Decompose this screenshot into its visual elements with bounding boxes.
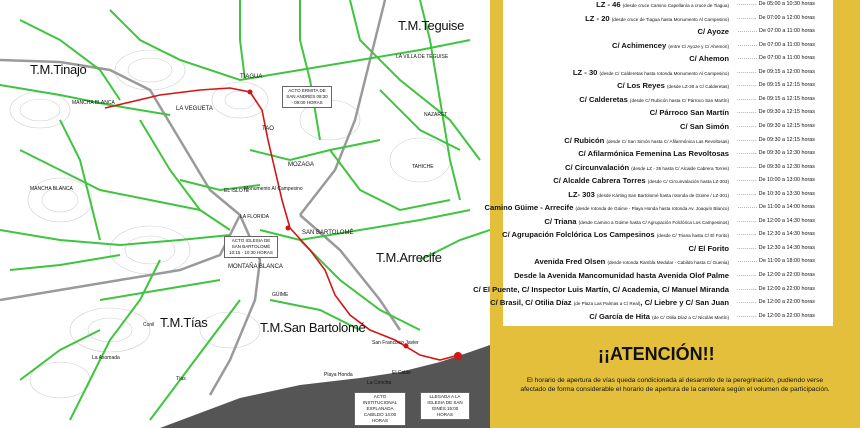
- street-note: (de Plaza Las Palmas a C/ Real): [573, 301, 641, 307]
- street-name: [568, 190, 729, 199]
- leader-dots: ..........: [737, 177, 758, 184]
- label-guime: GÜIME: [272, 292, 289, 298]
- time-range: De 05:00 a 10:30 horas: [758, 1, 815, 7]
- time-range: De 07:00 a 12:00 horas: [758, 14, 815, 21]
- street-label: C/ Afilarmónica Femenina Las Revoltosas: [578, 149, 729, 159]
- time-range: De 12:00 a 22:00 horas: [758, 285, 815, 292]
- street-note: (desde rotonda de Güime - Playa Honda hasta rotonda Av. Joaquín Blanco): [575, 206, 729, 212]
- schedule-row: [507, 149, 829, 161]
- label-monumento-campesino: Monumento Al Campesino: [244, 186, 303, 192]
- schedule-row: [507, 312, 829, 324]
- label-mozaga: MOZAGA: [288, 162, 315, 168]
- street-label: C/ El Forito: [688, 243, 729, 253]
- schedule-row: [507, 163, 829, 175]
- street-label: LZ - 46: [596, 0, 621, 9]
- street-name: [514, 271, 729, 280]
- label-mancha-blanca-road: MANCHA BLANCA: [30, 186, 73, 192]
- label-tm-arrecife: T.M.Arrecife: [376, 250, 442, 265]
- label-la-vegueta: LA VEGUETA: [176, 106, 213, 112]
- closure-time: [737, 231, 815, 237]
- time-range: De 09:30 a 12:15 horas: [758, 122, 815, 129]
- street-name: [589, 312, 729, 321]
- street-name: [689, 54, 729, 63]
- street-name: [502, 230, 729, 239]
- street-label: C/ Ahemon: [689, 54, 729, 64]
- street-label: Avenida Fred Olsen: [534, 257, 606, 267]
- label-la-concha: La Concha: [367, 380, 392, 386]
- closure-time: [737, 69, 815, 75]
- schedule-row: [507, 14, 829, 26]
- street-name: [473, 285, 729, 294]
- schedule-row: [507, 190, 829, 202]
- label-tias-town: Tías: [176, 376, 186, 382]
- street-note: (desde rotonda Rambla Medular - Cabildo hasta C/ Guenia): [607, 260, 729, 266]
- time-range: De 09:15 a 12:15 horas: [758, 82, 815, 89]
- time-range: De 09:15 a 12:00 horas: [758, 68, 815, 75]
- label-tao: TAO: [262, 126, 274, 132]
- street-note: (desde Kárting San Bartolomé hasta rotonda de Güime / LZ-301): [596, 192, 729, 198]
- street-name: [617, 81, 729, 90]
- leader-dots: ..........: [737, 55, 758, 62]
- time-range: De 07:00 a 11:00 horas: [759, 55, 815, 62]
- closure-time: [738, 55, 815, 61]
- schedule-row: [507, 244, 829, 256]
- leader-dots: ..........: [737, 299, 758, 306]
- street-name: [565, 163, 729, 172]
- leader-dots: ..........: [737, 68, 758, 75]
- time-range: De 12:00 a 22:00 horas: [758, 312, 815, 319]
- street-label: Desde la Avenida Mancomunidad hasta Avenida Olof Palme: [514, 271, 729, 280]
- street-name: [534, 257, 729, 266]
- leader-dots: ..........: [737, 231, 758, 238]
- street-name: [612, 41, 729, 50]
- schedule-row: [507, 271, 829, 283]
- schedule-row: [484, 203, 829, 215]
- label-tahiche: TAHICHE: [412, 164, 434, 170]
- closure-time: [737, 15, 815, 21]
- time-range: De 09:30 a 12:30 horas: [758, 150, 815, 157]
- closure-time: [737, 164, 815, 170]
- closure-time: [737, 150, 815, 156]
- street-label: C/ Circunvalación: [565, 162, 630, 172]
- label-san-francisco-javier: San Francisco Javier: [372, 340, 419, 346]
- leader-dots: ..........: [737, 150, 758, 157]
- time-range: De 12:00 a 14:30 horas: [758, 217, 815, 224]
- label-el-islote: EL ISLOTE: [224, 188, 250, 194]
- street-name: [650, 108, 729, 117]
- street-name: [579, 95, 729, 104]
- leader-dots: ..........: [737, 82, 758, 89]
- street-extra: , C/ Liebre y C/ San Juan: [640, 298, 729, 308]
- time-range: De 11:00 a 14:00 horas: [759, 204, 815, 211]
- time-range: De 07:00 a 11:00 horas: [759, 28, 815, 35]
- schedule-row: [507, 257, 829, 269]
- street-name: [585, 14, 729, 23]
- attention-title: ¡¡ATENCIÓN!!: [598, 344, 715, 364]
- time-range: De 12:00 a 22:00 horas: [758, 299, 815, 306]
- callout-iglesia: ACTO IGLESIA DE SAN BARTOLOMÉ 10:15 - 10:30 HORAS: [224, 236, 278, 258]
- label-tm-tias: T.M.Tías: [160, 315, 208, 330]
- street-note: (de C/ Otilia Díaz a C/ Nicolás Martín): [652, 314, 729, 320]
- street-label: C/ Calderetas: [579, 94, 628, 104]
- leader-dots: ..........: [737, 41, 758, 48]
- callout-explanada: ACTO INSTITUCIONAL EXPLANADA CABILDO 14:00 HORAS: [354, 392, 406, 426]
- street-note: (desde cruce Camino Capellanía a cruce de Tiagua): [622, 3, 729, 8]
- time-range: De 09:15 a 12:15 horas: [758, 95, 815, 102]
- schedule-row: [507, 0, 829, 12]
- street-name: [596, 0, 729, 9]
- street-note: (entre C/ Ayoze y C/ Ahemon): [668, 43, 729, 49]
- street-name: [573, 68, 729, 77]
- street-note: (desde Camino a Güime hasta C/ Agrupación Folclórica Los Campesinos): [578, 219, 729, 225]
- leader-dots: ..........: [737, 217, 758, 224]
- street-note: (desde LZ - 35 hasta C/ Alcalde Cabrera Torres): [631, 165, 729, 171]
- schedule-row: [507, 54, 829, 66]
- closure-time: [737, 218, 815, 224]
- street-label: C/ Rubicón: [564, 135, 605, 145]
- schedule-row: [473, 284, 829, 297]
- time-range: De 11:00 a 18:00 horas: [759, 258, 815, 265]
- schedule-row: [507, 68, 829, 80]
- schedule-row: [507, 122, 829, 134]
- leader-dots: ..........: [737, 285, 758, 292]
- closure-time: [737, 1, 815, 7]
- schedule-row: [502, 230, 829, 242]
- label-tm-san-bartolome: T.M.San Bartolomé: [260, 320, 366, 335]
- leader-dots: ..........: [737, 190, 758, 197]
- street-label: C/ Párroco San Martín: [649, 108, 729, 118]
- street-label: Camino Güime - Arrecife: [484, 203, 574, 213]
- street-note: (desde C/ San Simón hasta C/ Afilarmónica Las Revoltosas): [606, 138, 729, 144]
- closure-time: [738, 258, 815, 264]
- schedule-panel: [473, 0, 833, 326]
- closure-time: [737, 191, 815, 197]
- schedule-row: [490, 298, 829, 310]
- callout-ermita: ACTO ERMITA DE SAN ANDRÉS 08:30 - 09:00 HORAS: [282, 86, 332, 108]
- closure-time: [737, 299, 815, 305]
- time-range: De 09:30 a 12:15 horas: [758, 109, 815, 116]
- label-la-asomada: La Asomada: [92, 355, 120, 361]
- closure-time: [737, 245, 815, 251]
- schedule-row: [507, 95, 829, 107]
- leader-dots: ..........: [737, 109, 758, 116]
- street-label: LZ - 30: [572, 67, 598, 77]
- label-la-florida: LA FLORIDA: [240, 214, 269, 220]
- schedule-row: [507, 41, 829, 53]
- street-name: [564, 136, 729, 145]
- time-range: De 09:30 a 12:15 horas: [758, 136, 815, 143]
- closure-time: [737, 96, 815, 102]
- schedule-row: [507, 27, 829, 39]
- closure-time: [737, 272, 815, 278]
- time-range: De 12:30 a 14:30 horas: [758, 231, 815, 238]
- attention-text: El horario de apertura de vías queda condicionada al desarrollo de la peregrinación, pudiendo verse afectado de forma considerable el horario de apertura de la carretera según el volumen de participación.: [520, 377, 830, 394]
- leader-dots: ..........: [737, 122, 758, 129]
- street-label: C/ Achimencey: [612, 40, 667, 50]
- street-label: C/ El Puente, C/ Inspector Luis Martín, C/ Academia, C/ Manuel Miranda: [473, 284, 729, 294]
- street-label: C/ Los Reyes: [617, 81, 665, 91]
- schedule-row: [507, 176, 829, 188]
- street-label: C/ Agrupación Folclórica Los Campesinos: [502, 230, 655, 240]
- leader-dots: ..........: [737, 14, 758, 21]
- leader-dots: ..........: [737, 272, 758, 278]
- closure-time: [738, 28, 815, 34]
- label-san-bartolome: SAN BARTOLOMÉ: [302, 230, 354, 236]
- street-note: (desde C/ Rubicón hasta C/ Párroco San Martín): [629, 97, 729, 103]
- street-note: (desde LZ-30 a C/ Calderetas): [666, 84, 729, 90]
- label-montana-blanca: MONTAÑA BLANCA: [228, 264, 283, 270]
- street-name: [697, 27, 729, 36]
- schedule-row: [507, 81, 829, 93]
- time-range: De 10:30 a 13:30 horas: [758, 190, 815, 197]
- label-mancha-blanca: MANCHA BLANCA: [72, 100, 115, 106]
- street-name: [578, 149, 729, 158]
- closure-time: [737, 109, 815, 115]
- street-name: [553, 176, 729, 185]
- leader-dots: ..........: [737, 163, 758, 170]
- street-name: [680, 122, 729, 131]
- street-label: C/ García de Hita: [589, 311, 651, 321]
- time-range: De 07:00 a 11:00 horas: [759, 41, 815, 48]
- leader-dots: ..........: [737, 312, 758, 319]
- schedule-row: [507, 108, 829, 120]
- closure-time: [737, 137, 815, 143]
- label-tm-teguise: T.M.Teguise: [398, 18, 465, 33]
- leader-dots: ..........: [737, 258, 758, 265]
- street-label: C/ San Simón: [680, 121, 729, 131]
- label-nazaret: NAZARET: [424, 112, 448, 118]
- closure-time: [737, 313, 815, 319]
- street-label: C/ Triana: [544, 216, 577, 226]
- leader-dots: ..........: [737, 204, 758, 211]
- label-tm-tinajo: T.M.Tinajo: [30, 62, 87, 77]
- street-name: [544, 217, 729, 226]
- closure-time: [737, 177, 815, 183]
- callout-llegada: LLEGADA A LA IGLESIA DE SAN GINÉS 15:00 HORAS: [420, 392, 470, 420]
- label-playa-honda: Playa Honda: [324, 372, 353, 378]
- street-label: C/ Brasil, C/ Otilia Díaz: [490, 298, 572, 308]
- leader-dots: ..........: [737, 95, 758, 102]
- street-note: (desde C/ Triana hasta C/ El Forito): [656, 233, 729, 239]
- leader-dots: ..........: [737, 136, 758, 143]
- time-range: De 09:30 a 12:30 horas: [758, 163, 815, 170]
- street-name: [485, 203, 729, 212]
- schedule-row: [507, 136, 829, 148]
- street-note: (desde C/ Circunvalación hasta LZ-303): [647, 179, 729, 185]
- street-label: C/ Alcalde Cabrera Torres: [553, 176, 646, 186]
- closure-time: [737, 123, 815, 129]
- closure-time: [737, 82, 815, 88]
- closure-time: [737, 286, 815, 292]
- leader-dots: ..........: [737, 244, 758, 251]
- closure-time: [738, 42, 815, 48]
- leader-dots: ..........: [737, 1, 758, 7]
- label-el-cable: El Cable: [392, 370, 411, 376]
- time-range: De 12:00 a 22:00 horas: [758, 272, 815, 278]
- street-name: [490, 298, 729, 307]
- street-label: C/ Ayoze: [697, 27, 729, 37]
- street-note: (desde cruce de Tiagua hasta Monumento Al Campesino): [611, 16, 729, 22]
- closure-time: [738, 204, 815, 210]
- label-la-villa-de-teguise: LA VILLA DE TEGUISE: [396, 54, 449, 60]
- time-range: De 12:30 a 14:30 horas: [758, 244, 815, 251]
- street-label: LZ- 303: [568, 189, 595, 199]
- leader-dots: ..........: [737, 28, 758, 35]
- street-name: [689, 244, 730, 253]
- label-tiagua: TIAGUA: [240, 74, 263, 80]
- schedule-row: [507, 217, 829, 229]
- time-range: De 10:00 a 13:00 horas: [758, 177, 815, 184]
- street-label: LZ - 20: [585, 13, 610, 23]
- street-note: (desde C/ Calderetas hasta rotonda Monumento Al Campesino): [599, 70, 729, 76]
- label-conil: Conil: [143, 322, 155, 328]
